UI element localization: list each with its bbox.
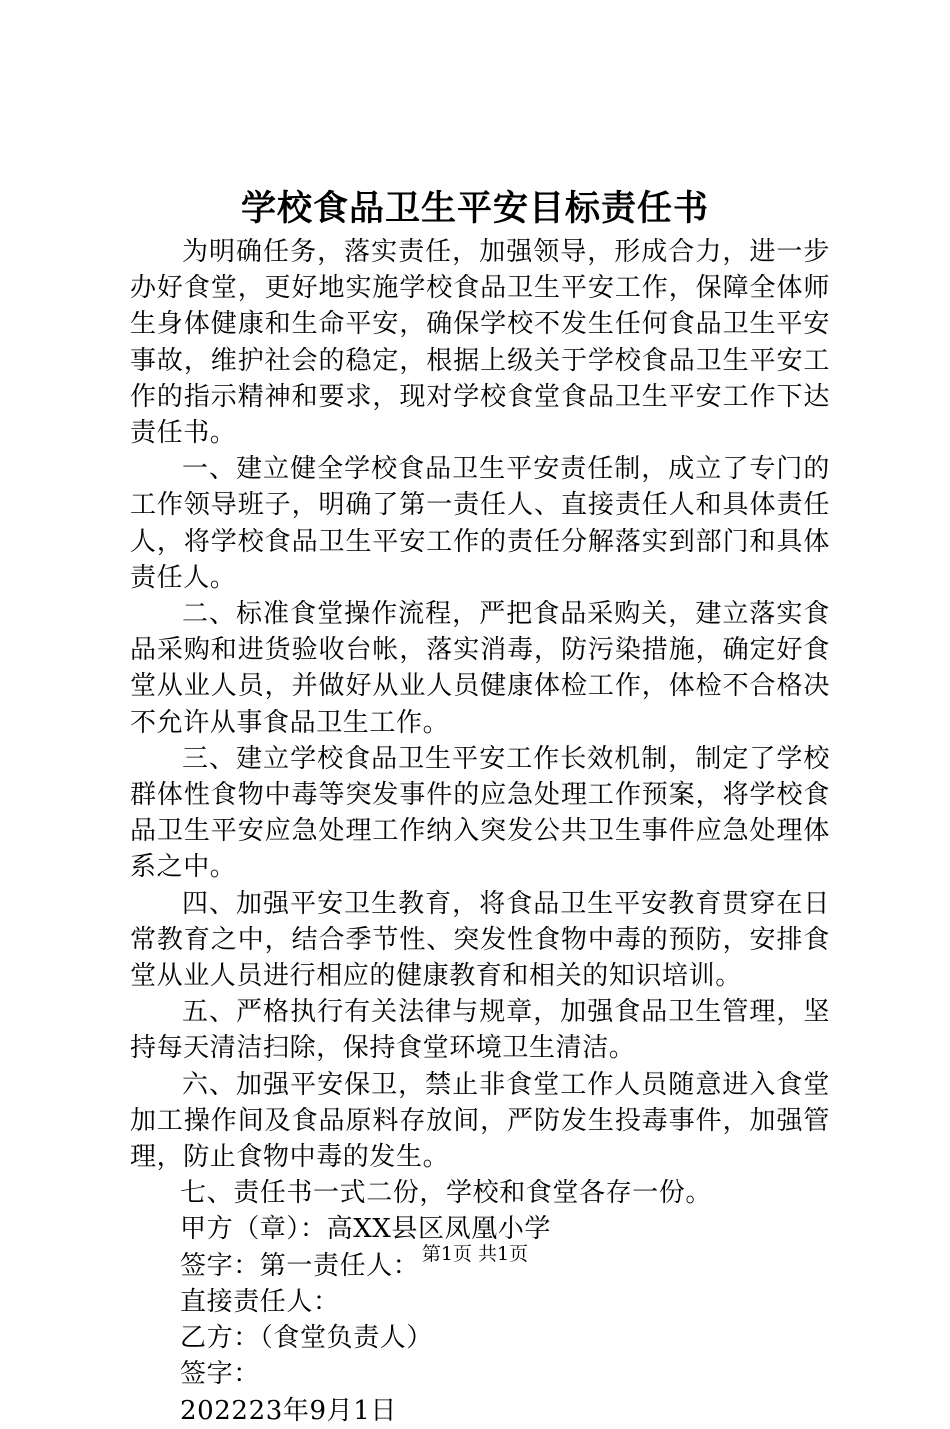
document-date: 202223年9月1日 (180, 1395, 397, 1426)
direct-responsible-line: 直接责任人： (180, 1286, 340, 1317)
party-b-line: 乙方：（食堂负责人） (180, 1323, 434, 1354)
clause-paragraph-2: 二、标准食堂操作流程，严把食品采购关，建立落实食品采购和进货验收台帐，落实消毒，防污染措施，确定好食堂从业人员，并做好从业人员健康体检工作，体检不合格决不允许从事食品卫生工作。 (130, 599, 830, 738)
clause-paragraph-5: 五、严格执行有关法律与规章，加强食品卫生管理，坚持每天清洁扫除，保持食堂环境卫生清洁。 (130, 997, 830, 1064)
intro-paragraph: 为明确任务，落实责任，加强领导，形成合力，进一步办好食堂，更好地实施学校食品卫生平安工作，保障全体师生身体健康和生命平安，确保学校不发生任何食品卫生平安事故，维护社会的稳定，根据上级关于学校食品卫生平安工作的指示精神和要求，现对学校食堂食品卫生平安工作下达责任书。 (130, 237, 830, 449)
clause-copies-line: 七、责任书一式二份，学校和食堂各存一份。 (180, 1178, 713, 1209)
page-footer: 第1页 共1页 (421, 1243, 529, 1265)
clause-paragraph-4: 四、加强平安卫生教育，将食品卫生平安教育贯穿在日常教育之中，结合季节性、突发性食物中毒的预防，安排食堂从业人员进行相应的健康教育和相关的知识培训。 (130, 888, 830, 992)
party-b-signature-line: 签字： (180, 1359, 260, 1390)
clause-paragraph-6: 六、加强平安保卫，禁止非食堂工作人员随意进入食堂加工操作间及食品原料存放间，严防发生投毒事件，加强管理，防止食物中毒的发生。 (130, 1069, 830, 1173)
party-a-line: 甲方（章）：高XX县区凤凰小学 (180, 1214, 552, 1245)
first-responsible-signature-line: 签字：第一责任人： (180, 1250, 420, 1281)
clause-paragraph-1: 一、建立健全学校食品卫生平安责任制，成立了专门的工作领导班子，明确了第一责任人、直接责任人和具体责任人，将学校食品卫生平安工作的责任分解落实到部门和具体责任人。 (130, 454, 830, 593)
clause-paragraph-3: 三、建立学校食品卫生平安工作长效机制，制定了学校群体性食物中毒等突发事件的应急处理工作预案，将学校食品卫生平安应急处理工作纳入突发公共卫生事件应急处理体系之中。 (130, 743, 830, 883)
document-title: 学校食品卫生平安目标责任书 (240, 188, 709, 229)
